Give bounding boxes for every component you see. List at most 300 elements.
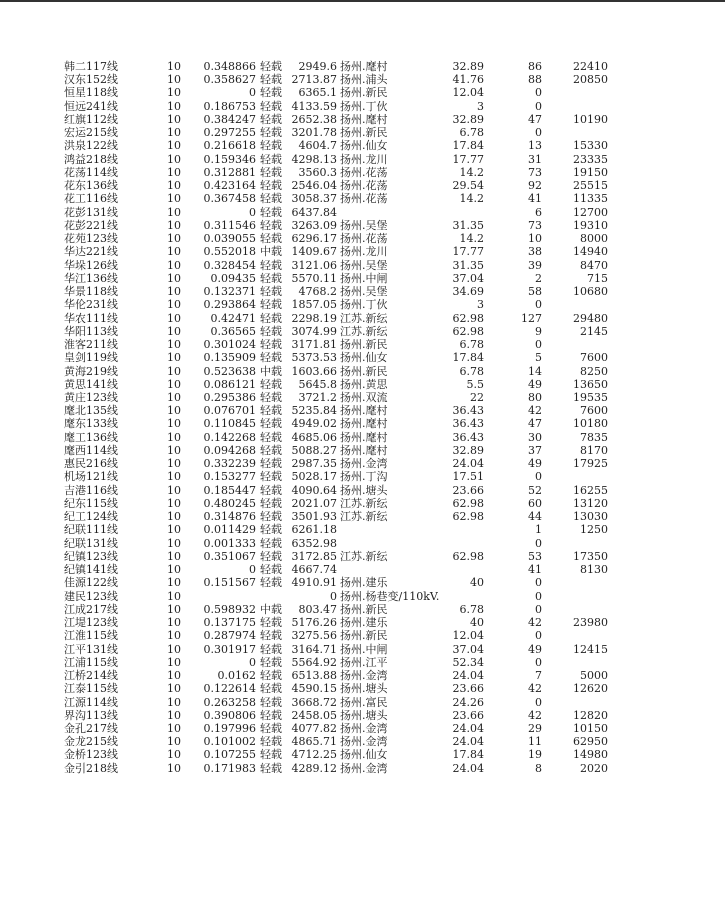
line-name-cell: 纪联111线 (64, 523, 118, 537)
voltage-cell: 10 (167, 351, 181, 365)
line-length-cell: 6365.1 (298, 86, 337, 100)
capacity-cell: 8000 (580, 232, 608, 246)
capacity-cell: 13120 (573, 496, 608, 510)
distance-cell: 24.26 (452, 695, 484, 709)
load-type-cell: 轻载 (260, 139, 282, 153)
load-ratio-cell: 0.390806 (203, 708, 256, 722)
load-type-cell: 轻载 (260, 483, 282, 497)
distance-cell: 32.89 (452, 443, 484, 457)
distance-cell: 40 (470, 576, 484, 590)
load-ratio-cell: 0.132371 (203, 285, 256, 299)
count-cell: 7 (535, 669, 542, 683)
table-row (0, 86, 725, 99)
load-ratio-cell: 0.151567 (203, 576, 256, 590)
line-length-cell: 3201.78 (291, 126, 337, 140)
table-row (0, 616, 725, 629)
load-type-cell: 轻载 (260, 351, 282, 365)
voltage-cell: 10 (167, 179, 181, 193)
count-cell: 73 (528, 165, 542, 179)
line-length-cell: 2652.38 (291, 112, 337, 126)
line-length-cell: 6352.98 (291, 536, 337, 550)
station-cell: 扬州.浦头 (340, 73, 388, 87)
table-row (0, 537, 725, 550)
count-cell: 52 (528, 483, 542, 497)
load-type-cell: 轻载 (260, 179, 282, 193)
count-cell: 30 (528, 430, 542, 444)
table-row (0, 748, 725, 761)
distance-cell: 6.78 (459, 602, 484, 616)
capacity-cell: 13030 (573, 510, 608, 524)
capacity-cell: 22410 (573, 60, 608, 73)
load-ratio-cell: 0.171983 (203, 761, 256, 775)
count-cell: 42 (528, 404, 542, 418)
line-name-cell: 韩二117线 (64, 60, 118, 73)
distance-cell: 62.98 (452, 324, 484, 338)
voltage-cell: 10 (167, 245, 181, 259)
table-row (0, 351, 725, 364)
count-cell: 14 (528, 364, 542, 378)
table-row (0, 192, 725, 205)
distance-cell: 24.04 (452, 722, 484, 735)
voltage-cell: 10 (167, 285, 181, 299)
voltage-cell: 10 (167, 192, 181, 206)
station-cell: 扬州.麾村 (340, 112, 388, 126)
load-ratio-cell: 0.122614 (203, 682, 256, 696)
line-length-cell: 1409.67 (291, 245, 337, 259)
table-row (0, 696, 725, 709)
station-cell: 扬州.江平 (340, 655, 388, 669)
voltage-cell: 10 (167, 523, 181, 537)
capacity-cell: 8170 (580, 443, 608, 457)
distance-cell: 14.2 (459, 165, 484, 179)
distance-cell: 6.78 (459, 364, 484, 378)
station-cell: 扬州.花荡 (340, 232, 388, 246)
distance-cell: 40 (470, 616, 484, 630)
load-type-cell: 轻载 (260, 576, 282, 590)
line-length-cell: 4685.06 (291, 430, 337, 444)
count-cell: 6 (535, 205, 542, 219)
station-cell: 扬州.麾村 (340, 443, 388, 457)
capacity-cell: 12820 (573, 708, 608, 722)
distance-cell: 17.77 (452, 152, 484, 166)
station-cell: 扬州.建乐 (340, 576, 388, 590)
line-length-cell: 4090.64 (291, 483, 337, 497)
load-type-cell: 轻载 (260, 404, 282, 418)
load-ratio-cell: 0.293864 (203, 298, 256, 312)
line-length-cell: 4590.15 (291, 682, 337, 696)
load-type-cell: 轻载 (260, 232, 282, 246)
load-type-cell: 轻载 (260, 616, 282, 630)
line-length-cell: 5088.27 (291, 443, 337, 457)
capacity-cell: 19535 (573, 391, 608, 404)
line-name-cell: 洪泉122线 (64, 139, 118, 153)
voltage-cell: 10 (167, 735, 181, 749)
table-row (0, 245, 725, 258)
count-cell: 0 (535, 536, 542, 550)
table-row (0, 338, 725, 351)
capacity-cell: 8470 (580, 258, 608, 272)
load-type-cell: 轻载 (260, 417, 282, 431)
station-cell: 扬州.麾村 (340, 430, 388, 444)
count-cell: 0 (535, 99, 542, 113)
distance-cell: 37.04 (452, 271, 484, 285)
capacity-cell: 715 (587, 271, 608, 285)
voltage-cell: 10 (167, 616, 181, 630)
line-name-cell: 江源114线 (64, 695, 118, 709)
voltage-cell: 10 (167, 483, 181, 497)
distance-cell: 52.34 (452, 655, 484, 669)
distance-cell: 62.98 (452, 510, 484, 524)
table-row (0, 391, 725, 404)
count-cell: 9 (535, 324, 542, 338)
distance-cell: 34.69 (452, 285, 484, 299)
line-length-cell: 1603.66 (291, 364, 337, 378)
station-cell: 扬州.新民 (340, 364, 388, 378)
table-row (0, 312, 725, 325)
voltage-cell: 10 (167, 496, 181, 510)
capacity-cell: 15330 (573, 139, 608, 153)
station-cell: 扬州.麾村 (340, 417, 388, 431)
voltage-cell: 10 (167, 748, 181, 762)
line-name-cell: 恒星118线 (64, 86, 118, 100)
load-ratio-cell: 0.301917 (203, 642, 256, 656)
line-name-cell: 花荡114线 (64, 165, 118, 179)
line-name-cell: 华农111线 (64, 311, 118, 325)
line-name-cell: 纪东115线 (64, 496, 118, 510)
line-length-cell: 3074.99 (291, 324, 337, 338)
station-cell: 扬州.吴堡 (340, 285, 388, 299)
load-type-cell: 轻载 (260, 496, 282, 510)
distance-cell: 14.2 (459, 192, 484, 206)
count-cell: 38 (528, 245, 542, 259)
count-cell: 0 (535, 298, 542, 312)
table-row (0, 576, 725, 589)
count-cell: 47 (528, 112, 542, 126)
station-cell: 扬州.花荡 (340, 165, 388, 179)
voltage-cell: 10 (167, 457, 181, 471)
line-length-cell: 5645.8 (298, 377, 337, 391)
load-ratio-cell: 0.107255 (203, 748, 256, 762)
table-row (0, 762, 725, 775)
table-row (0, 60, 725, 73)
load-ratio-cell: 0.001333 (203, 536, 256, 550)
count-cell: 5 (535, 351, 542, 365)
load-type-cell: 轻载 (260, 510, 282, 524)
count-cell: 37 (528, 443, 542, 457)
count-cell: 58 (528, 285, 542, 299)
voltage-cell: 10 (167, 152, 181, 166)
station-cell: 扬州.塘头 (340, 483, 388, 497)
line-name-cell: 淮客211线 (64, 338, 118, 352)
capacity-cell: 7600 (580, 404, 608, 418)
table-row (0, 179, 725, 192)
line-name-cell: 纪工124线 (64, 510, 118, 524)
station-cell: 扬州.杨巷变/110kV. (340, 589, 440, 603)
line-name-cell: 江泰115线 (64, 682, 118, 696)
load-ratio-cell: 0.094268 (203, 443, 256, 457)
table-row (0, 510, 725, 523)
count-cell: 0 (535, 126, 542, 140)
load-ratio-cell: 0.312881 (203, 165, 256, 179)
load-type-cell: 轻载 (260, 655, 282, 669)
count-cell: 1 (535, 523, 542, 537)
line-length-cell: 3172.85 (291, 549, 337, 563)
voltage-cell: 10 (167, 271, 181, 285)
distance-cell: 3 (477, 298, 484, 312)
distance-cell: 22 (470, 391, 484, 404)
line-length-cell: 3171.81 (291, 338, 337, 352)
distance-cell: 17.84 (452, 139, 484, 153)
line-length-cell: 2021.07 (291, 496, 337, 510)
table-row (0, 682, 725, 695)
distance-cell: 31.35 (452, 258, 484, 272)
load-type-cell: 轻载 (260, 722, 282, 735)
count-cell: 8 (535, 761, 542, 775)
table-row (0, 470, 725, 483)
station-cell: 江苏.新纭 (340, 324, 388, 338)
line-name-cell: 纪镇123线 (64, 549, 118, 563)
line-name-cell: 江淮115线 (64, 629, 118, 643)
distance-cell: 3 (477, 99, 484, 113)
line-name-cell: 华达221线 (64, 245, 118, 259)
line-name-cell: 华伦231线 (64, 298, 118, 312)
line-length-cell: 4298.13 (291, 152, 337, 166)
distance-cell: 5.5 (466, 377, 484, 391)
count-cell: 0 (535, 589, 542, 603)
table-row (0, 444, 725, 457)
voltage-cell: 10 (167, 682, 181, 696)
distance-cell: 36.43 (452, 430, 484, 444)
line-length-cell: 3164.71 (291, 642, 337, 656)
load-ratio-cell: 0.142268 (203, 430, 256, 444)
table-row (0, 219, 725, 232)
capacity-cell: 10180 (573, 417, 608, 431)
station-cell: 扬州.仙女 (340, 139, 388, 153)
station-cell: 扬州.塘头 (340, 708, 388, 722)
load-type-cell: 轻载 (260, 536, 282, 550)
line-length-cell: 2546.04 (291, 179, 337, 193)
line-length-cell: 5570.11 (291, 271, 337, 285)
table-row (0, 643, 725, 656)
station-cell: 江苏.新纭 (340, 496, 388, 510)
line-name-cell: 华垛126线 (64, 258, 118, 272)
count-cell: 49 (528, 377, 542, 391)
station-cell: 扬州.吴堡 (340, 258, 388, 272)
table-row (0, 259, 725, 272)
distance-cell: 32.89 (452, 60, 484, 73)
load-type-cell: 轻载 (260, 60, 282, 73)
line-name-cell: 金引218线 (64, 761, 118, 775)
load-ratio-cell: 0.423164 (203, 179, 256, 193)
load-type-cell: 轻载 (260, 470, 282, 484)
distance-cell: 62.98 (452, 496, 484, 510)
voltage-cell: 10 (167, 311, 181, 325)
load-ratio-cell: 0.076701 (203, 404, 256, 418)
line-name-cell: 麾北135线 (64, 404, 118, 418)
line-name-cell: 江平131线 (64, 642, 118, 656)
count-cell: 49 (528, 642, 542, 656)
load-ratio-cell: 0.552018 (203, 245, 256, 259)
distance-cell: 17.77 (452, 245, 484, 259)
table-row (0, 139, 725, 152)
distance-cell: 32.89 (452, 112, 484, 126)
load-ratio-cell: 0.384247 (203, 112, 256, 126)
line-name-cell: 华景118线 (64, 285, 118, 299)
capacity-cell: 2145 (580, 324, 608, 338)
load-type-cell: 轻载 (260, 311, 282, 325)
line-length-cell: 803.47 (298, 602, 337, 616)
line-length-cell: 3501.93 (291, 510, 337, 524)
load-ratio-cell: 0.287974 (203, 629, 256, 643)
line-name-cell: 惠民216线 (64, 457, 118, 471)
voltage-cell: 10 (167, 669, 181, 683)
table-row (0, 285, 725, 298)
distance-cell: 62.98 (452, 549, 484, 563)
load-ratio-cell: 0.295386 (203, 391, 256, 404)
capacity-cell: 14940 (573, 245, 608, 259)
load-ratio-cell: 0.367458 (203, 192, 256, 206)
load-type-cell: 轻载 (260, 205, 282, 219)
line-length-cell: 3263.09 (291, 218, 337, 232)
station-cell: 扬州.仙女 (340, 748, 388, 762)
table-row (0, 365, 725, 378)
station-cell: 扬州.新民 (340, 338, 388, 352)
voltage-cell: 10 (167, 576, 181, 590)
load-ratio-cell: 0.598932 (203, 602, 256, 616)
distance-cell: 24.04 (452, 669, 484, 683)
count-cell: 0 (535, 655, 542, 669)
count-cell: 92 (528, 179, 542, 193)
load-type-cell: 轻载 (260, 298, 282, 312)
count-cell: 60 (528, 496, 542, 510)
table-row (0, 378, 725, 391)
load-type-cell: 轻载 (260, 761, 282, 775)
count-cell: 0 (535, 470, 542, 484)
station-cell: 江苏.新纭 (340, 311, 388, 325)
load-ratio-cell: 0 (249, 86, 256, 100)
distance-cell: 24.04 (452, 761, 484, 775)
voltage-cell: 10 (167, 655, 181, 669)
line-length-cell: 6513.88 (291, 669, 337, 683)
distance-cell: 36.43 (452, 417, 484, 431)
line-length-cell: 4667.74 (291, 563, 337, 577)
line-length-cell: 5028.17 (291, 470, 337, 484)
count-cell: 0 (535, 576, 542, 590)
count-cell: 41 (528, 192, 542, 206)
load-ratio-cell: 0 (249, 655, 256, 669)
line-length-cell: 2713.87 (291, 73, 337, 87)
line-name-cell: 花彭131线 (64, 205, 118, 219)
line-length-cell: 5373.53 (291, 351, 337, 365)
load-ratio-cell: 0.0162 (217, 669, 256, 683)
load-type-cell: 轻载 (260, 86, 282, 100)
load-ratio-cell: 0.328454 (203, 258, 256, 272)
capacity-cell: 10150 (573, 722, 608, 735)
line-length-cell: 2949.6 (298, 60, 337, 73)
voltage-cell: 10 (167, 298, 181, 312)
table-row (0, 272, 725, 285)
load-type-cell: 轻载 (260, 563, 282, 577)
distance-cell: 41.76 (452, 73, 484, 87)
line-name-cell: 界沟113线 (64, 708, 118, 722)
line-length-cell: 1857.05 (291, 298, 337, 312)
count-cell: 0 (535, 629, 542, 643)
line-name-cell: 纪镇141线 (64, 563, 118, 577)
load-type-cell: 轻载 (260, 443, 282, 457)
capacity-cell: 2020 (580, 761, 608, 775)
line-length-cell: 5235.84 (291, 404, 337, 418)
voltage-cell: 10 (167, 364, 181, 378)
voltage-cell: 10 (167, 589, 181, 603)
table-row (0, 563, 725, 576)
table-row (0, 113, 725, 126)
station-cell: 扬州.麾村 (340, 60, 388, 73)
station-cell: 扬州.仙女 (340, 351, 388, 365)
line-length-cell: 5176.26 (291, 616, 337, 630)
voltage-cell: 10 (167, 258, 181, 272)
load-ratio-cell: 0.36565 (210, 324, 256, 338)
line-length-cell: 4712.25 (291, 748, 337, 762)
table-row (0, 550, 725, 563)
capacity-cell: 29480 (573, 311, 608, 325)
line-name-cell: 花东136线 (64, 179, 118, 193)
line-name-cell: 黄思141线 (64, 377, 118, 391)
distance-cell: 17.84 (452, 748, 484, 762)
voltage-cell: 10 (167, 139, 181, 153)
line-name-cell: 佳源122线 (64, 576, 118, 590)
count-cell: 29 (528, 722, 542, 735)
voltage-cell: 10 (167, 708, 181, 722)
station-cell: 扬州.龙川 (340, 152, 388, 166)
voltage-cell: 10 (167, 642, 181, 656)
line-length-cell: 5564.92 (291, 655, 337, 669)
station-cell: 扬州.新民 (340, 126, 388, 140)
load-type-cell: 轻载 (260, 457, 282, 471)
page-top-border (0, 0, 725, 2)
load-ratio-cell: 0.480245 (203, 496, 256, 510)
line-length-cell: 2298.19 (291, 311, 337, 325)
load-ratio-cell: 0.301024 (203, 338, 256, 352)
load-type-cell: 轻载 (260, 99, 282, 113)
line-name-cell: 华江136线 (64, 271, 118, 285)
count-cell: 86 (528, 60, 542, 73)
line-name-cell: 机场121线 (64, 470, 118, 484)
station-cell: 扬州.金湾 (340, 735, 388, 749)
line-name-cell: 江成217线 (64, 602, 118, 616)
load-ratio-cell: 0.263258 (203, 695, 256, 709)
line-length-cell: 4865.71 (291, 735, 337, 749)
voltage-cell: 10 (167, 324, 181, 338)
load-type-cell: 轻载 (260, 695, 282, 709)
station-cell: 扬州.黄思 (340, 377, 388, 391)
voltage-cell: 10 (167, 165, 181, 179)
line-length-cell: 4768.2 (298, 285, 337, 299)
line-length-cell: 4133.59 (291, 99, 337, 113)
distance-cell: 24.04 (452, 457, 484, 471)
load-type-cell: 轻载 (260, 73, 282, 87)
capacity-cell: 23980 (573, 616, 608, 630)
line-name-cell: 金龙215线 (64, 735, 118, 749)
station-cell: 扬州.中闸 (340, 642, 388, 656)
distance-cell: 62.98 (452, 311, 484, 325)
load-ratio-cell: 0.153277 (203, 470, 256, 484)
line-name-cell: 花彭221线 (64, 218, 118, 232)
station-cell: 扬州.花荡 (340, 192, 388, 206)
capacity-cell: 12620 (573, 682, 608, 696)
count-cell: 13 (528, 139, 542, 153)
voltage-cell: 10 (167, 86, 181, 100)
capacity-cell: 12700 (573, 205, 608, 219)
